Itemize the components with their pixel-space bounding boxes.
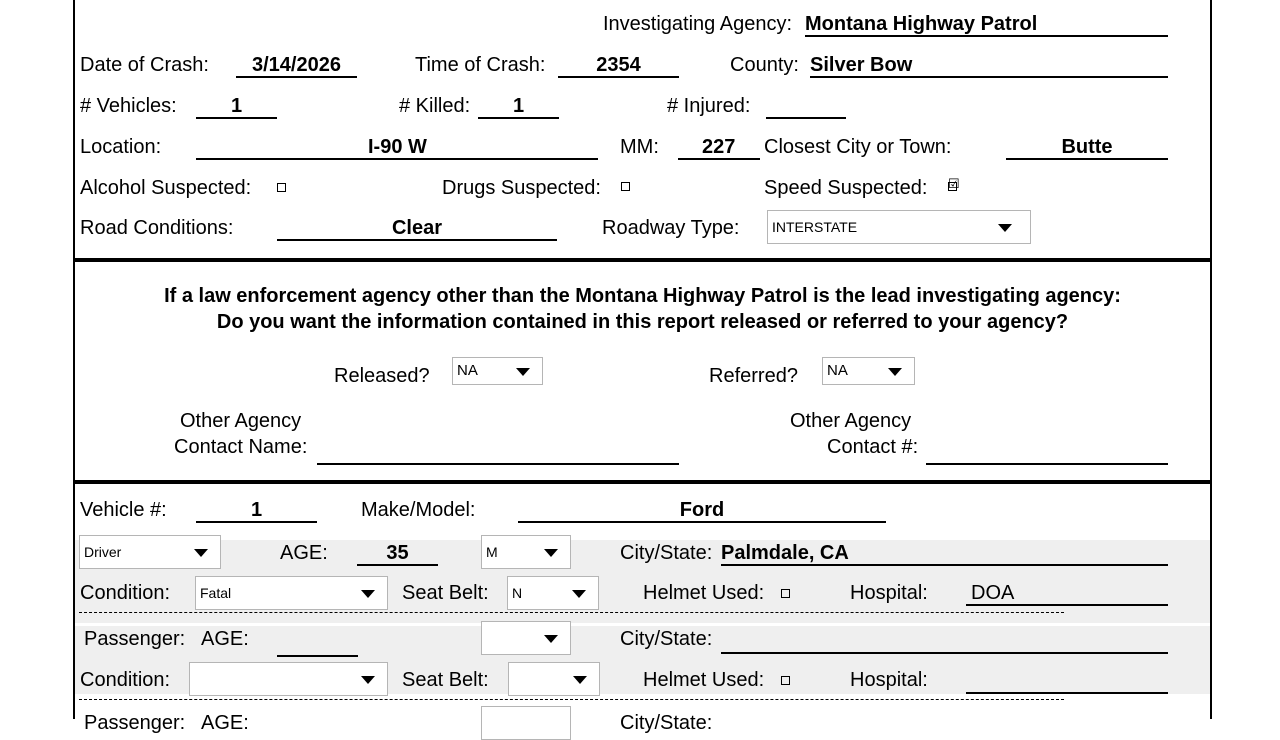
roadway-select[interactable] [767, 210, 1031, 244]
driver-city-field[interactable]: Palmdale, CA [721, 542, 1168, 566]
released-label: Released? [334, 365, 430, 387]
passenger-age-label: AGE: [201, 628, 249, 650]
passenger2-city-label: City/State: [620, 712, 713, 734]
drugs-checkbox[interactable] [621, 182, 630, 191]
city-field[interactable]: Butte [1006, 136, 1168, 160]
check-mark-icon: ☑ [948, 176, 960, 191]
county-field[interactable]: Silver Bow [810, 54, 1168, 78]
section-divider [75, 258, 1210, 262]
contact-name-label-line1: Other Agency [180, 410, 302, 432]
contact-name-label-line2: Contact Name: [174, 436, 308, 458]
killed-field[interactable]: 1 [478, 95, 559, 119]
section-divider [75, 480, 1210, 484]
chevron-down-icon [544, 635, 558, 643]
released-select[interactable] [452, 357, 543, 385]
referred-label: Referred? [709, 365, 798, 387]
vehicle-num-field[interactable]: 1 [196, 499, 317, 523]
driver-helmet-checkbox[interactable] [781, 589, 790, 598]
referred-value: NA [827, 362, 848, 379]
injured-field[interactable] [766, 95, 846, 119]
passenger-condition-label: Condition: [80, 669, 171, 691]
date-label: Date of Crash: [80, 54, 209, 76]
roadway-label: Roadway Type: [602, 217, 740, 239]
driver-role-select[interactable] [79, 535, 221, 569]
passenger2-age-label: AGE: [201, 712, 249, 734]
driver-seatbelt-select[interactable] [507, 576, 599, 610]
contact-num-label-line2: Contact #: [827, 436, 919, 458]
drugs-label: Drugs Suspected: [442, 177, 601, 199]
passenger2-label: Passenger: [84, 712, 186, 734]
driver-seatbelt-label: Seat Belt: [402, 582, 489, 604]
vehicles-field[interactable]: 1 [196, 95, 277, 119]
passenger-helmet-label: Helmet Used: [643, 669, 765, 691]
driver-hospital-field[interactable]: DOA [966, 582, 1168, 606]
mm-label: MM: [620, 136, 659, 158]
passenger-seatbelt-label: Seat Belt: [402, 669, 489, 691]
driver-condition-select[interactable] [195, 576, 388, 610]
driver-role-value: Driver [84, 544, 122, 560]
speed-label: Speed Suspected: [764, 177, 928, 199]
time-field[interactable]: 2354 [558, 54, 679, 78]
killed-label: # Killed: [399, 95, 471, 117]
mm-field[interactable]: 227 [678, 136, 760, 160]
driver-condition-label: Condition: [80, 582, 171, 604]
time-label: Time of Crash: [415, 54, 546, 76]
driver-city-label: City/State: [620, 542, 713, 564]
alcohol-checkbox[interactable] [277, 183, 286, 192]
passenger-city-label: City/State: [620, 628, 713, 650]
passenger-hospital-field[interactable] [966, 670, 1168, 694]
driver-sex-value: M [486, 544, 498, 560]
contact-num-label-line1: Other Agency [790, 410, 912, 432]
driver-helmet-label: Helmet Used: [643, 582, 765, 604]
chevron-down-icon [572, 590, 586, 598]
passenger2-sex-select[interactable] [481, 706, 571, 740]
city-label: Closest City or Town: [764, 136, 952, 158]
vehicles-label: # Vehicles: [80, 95, 177, 117]
chevron-down-icon [573, 676, 587, 684]
roadway-value: INTERSTATE [772, 219, 858, 235]
chevron-down-icon [888, 368, 902, 376]
agency-field[interactable]: Montana Highway Patrol [805, 13, 1168, 37]
driver-age-field[interactable]: 35 [357, 542, 438, 566]
agency-question-line1: If a law enforcement agency other than the Montana Highway Patrol is the lead investigating agency: [164, 285, 1121, 307]
passenger-age-field[interactable] [277, 633, 358, 657]
row-separator [79, 699, 1064, 700]
passenger-helmet-checkbox[interactable] [781, 676, 790, 685]
agency-question-line2: Do you want the information contained in this report released or referred to your agency? [216, 311, 1069, 333]
injured-label: # Injured: [667, 95, 751, 117]
location-label: Location: [80, 136, 162, 158]
alcohol-label: Alcohol Suspected: [80, 177, 252, 199]
passenger-label: Passenger: [84, 628, 186, 650]
passenger-seatbelt-select[interactable] [508, 662, 600, 696]
chevron-down-icon [361, 590, 375, 598]
crash-report-form [73, 0, 1212, 734]
chevron-down-icon [998, 224, 1012, 232]
make-field[interactable]: Ford [518, 499, 886, 523]
road-field[interactable]: Clear [277, 217, 557, 241]
date-field[interactable]: 3/14/2026 [236, 54, 357, 78]
passenger-condition-select[interactable] [189, 662, 388, 696]
speed-checkbox[interactable] [948, 176, 960, 191]
driver-age-label: AGE: [280, 542, 328, 564]
location-field[interactable]: I-90 W [196, 136, 598, 160]
make-label: Make/Model: [361, 499, 476, 521]
county-label: County: [730, 54, 799, 76]
passenger-sex-select[interactable] [481, 621, 571, 655]
vehicle-num-label: Vehicle #: [80, 499, 167, 521]
referred-select[interactable] [822, 357, 915, 385]
released-value: NA [457, 362, 478, 379]
contact-num-field[interactable] [926, 441, 1168, 465]
driver-sex-select[interactable] [481, 535, 571, 569]
driver-hospital-label: Hospital: [850, 582, 928, 604]
chevron-down-icon [361, 676, 375, 684]
driver-seatbelt-value: N [512, 585, 523, 601]
passenger-hospital-label: Hospital: [850, 669, 928, 691]
chevron-down-icon [194, 549, 208, 557]
contact-name-field[interactable] [317, 441, 679, 465]
passenger-city-field[interactable] [721, 630, 1168, 654]
chevron-down-icon [516, 368, 530, 376]
driver-condition-value: Fatal [200, 585, 232, 601]
chevron-down-icon [544, 549, 558, 557]
agency-label: Investigating Agency: [603, 13, 793, 35]
road-label: Road Conditions: [80, 217, 234, 239]
row-separator [79, 612, 1064, 613]
